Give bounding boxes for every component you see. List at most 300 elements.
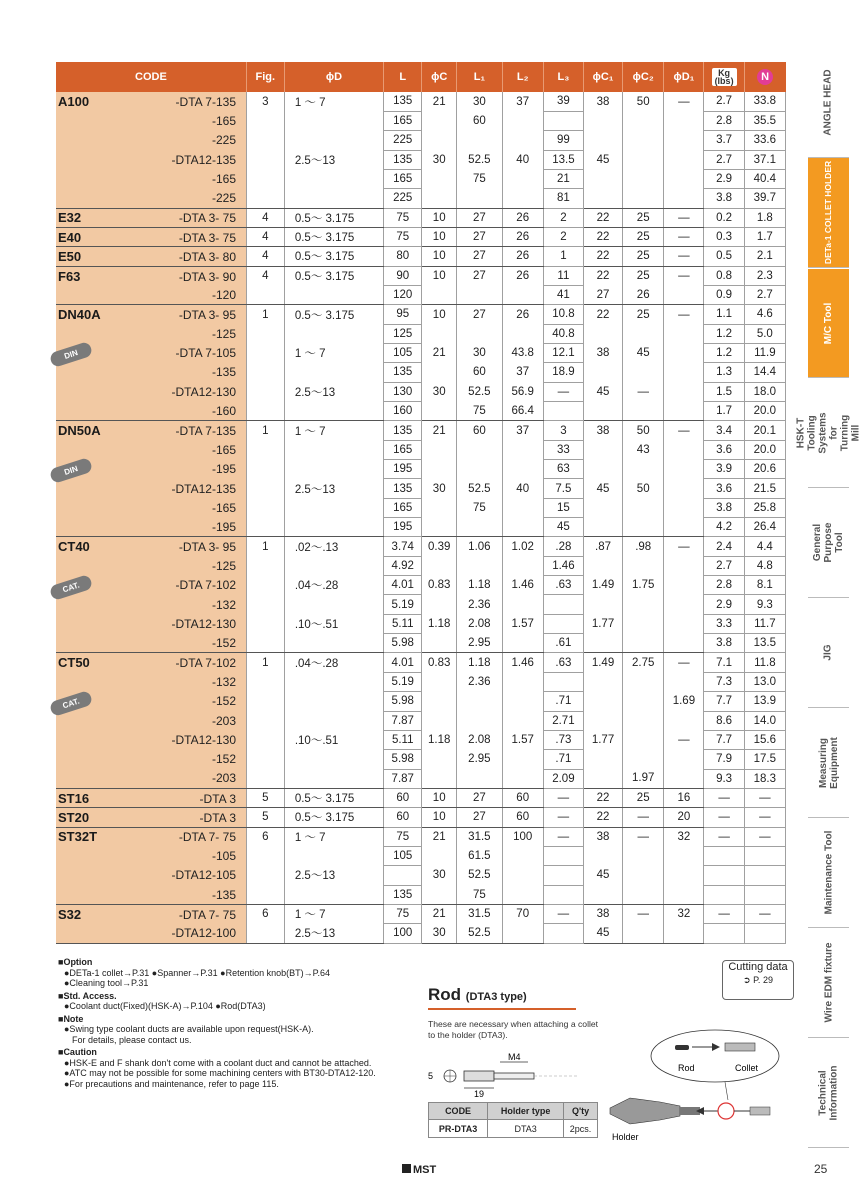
cell-kg: 1.5 [704,382,744,401]
cell-n: 13.5 [744,634,785,653]
cell-fig [246,498,284,517]
table-row [56,131,786,150]
table-row [56,92,786,111]
table-row [56,769,786,788]
cell-l3: .71 [543,750,583,769]
cell-l1: 30 [457,92,502,111]
cell-c2 [623,634,664,653]
cell-l2 [502,634,543,653]
tab-angle-head[interactable]: ANGLE HEAD [808,48,849,158]
cell-kg: 3.6 [704,440,744,459]
cell-l3: 33 [543,440,583,459]
cell-d1 [664,285,704,304]
table-row [56,885,786,904]
cell-l2: 26 [502,305,543,324]
cell-l3: 39 [543,92,583,111]
cell-d: 0.5～ 3.175 [284,788,383,807]
table-row [56,750,786,769]
cell-l3: 3 [543,421,583,440]
table-row [56,788,786,807]
std-line: ●Coolant duct(Fixed)(HSK-A)→P.104 ●Rod(DTA3) [64,1001,266,1011]
cell-l3: 2 [543,208,583,227]
table-row [56,924,786,943]
cell-n: 4.4 [744,537,785,556]
code-cell: E40 -DTA 3- 75 [56,227,246,246]
cell-l1: 27 [457,227,502,246]
cell-l2 [502,924,543,943]
cell-l2 [502,692,543,711]
cell-c2: 45 [623,343,664,362]
cell-d: 2.5～13 [284,479,383,498]
cell-c1 [583,111,622,130]
cell-c [422,169,457,188]
cell-d [284,131,383,150]
col-d: ϕD [284,62,383,92]
cell-kg: 2.8 [704,111,744,130]
cell-n: 33.6 [744,131,785,150]
table-row [56,266,786,285]
rod-dimension-drawing [428,1050,608,1100]
cell-c [422,711,457,730]
cell-l2 [502,189,543,208]
tab-hsk-t[interactable]: HSK-T Tooling Systems for Turning Mill [808,378,849,488]
cell-fig: 5 [246,788,284,807]
mst-logo: MST [402,1164,436,1176]
cell-fig: 1 [246,305,284,324]
header-row [56,62,786,92]
cell-c1: 1.49 [583,576,622,595]
cell-l1: 75 [457,498,502,517]
dim-5: 5 [428,1071,434,1081]
rod-type: DTA3 [488,1120,564,1138]
cell-l3: .63 [543,653,583,672]
cell-c: 10 [422,227,457,246]
cell-fig: 1 [246,653,284,672]
cell-fig: 5 [246,808,284,827]
cell-l: 105 [384,846,422,865]
cell-c1: 22 [583,788,622,807]
cell-c: 21 [422,92,457,111]
cell-c1: .87 [583,537,622,556]
cell-c1 [583,402,622,421]
cell-fig [246,460,284,479]
cell-d [284,769,383,788]
code-cell: -203 [56,769,246,788]
table-row [56,518,786,537]
cell-l2: 1.46 [502,653,543,672]
code-cell: -225 [56,131,246,150]
cutting-data-page: P. 29 [753,975,773,985]
cell-d1 [664,169,704,188]
cell-l: 60 [384,788,422,807]
code-cell: -DTA12-130 [56,614,246,633]
col-l3: L₃ [543,62,583,92]
cell-d [284,885,383,904]
table-row [56,672,786,691]
code-cell: -105 [56,846,246,865]
col-c1: ϕC₁ [583,62,622,92]
cell-d [284,518,383,537]
cell-n: 2.1 [744,247,785,266]
col-l: L [384,62,422,92]
cell-c1: 45 [583,924,622,943]
cell-l: 75 [384,227,422,246]
table-row [56,150,786,169]
cell-c: 10 [422,208,457,227]
cell-d1 [664,556,704,575]
cell-l3 [543,885,583,904]
cell-c1: 22 [583,266,622,285]
code-cell: -195 [56,518,246,537]
cell-l2 [502,750,543,769]
cell-kg: 7.7 [704,692,744,711]
tab-mc-tool[interactable]: M/C Tool [808,268,849,378]
cell-l1: 60 [457,111,502,130]
code-cell: ST16 -DTA 3 [56,788,246,807]
cell-c1: 38 [583,904,622,923]
notes-block [58,955,418,1089]
cell-d [284,460,383,479]
code-cell: -125 [56,324,246,343]
col-n [744,62,785,92]
code-cell: CT50 -DTA 7-102 [56,653,246,672]
cell-d1 [664,924,704,943]
code-cell: -225 [56,189,246,208]
cell-c1: 22 [583,247,622,266]
cell-l3: — [543,904,583,923]
cell-kg: 0.9 [704,285,744,304]
cell-c2 [623,111,664,130]
cell-kg [704,846,744,865]
cell-n: 20.0 [744,402,785,421]
cell-fig [246,595,284,614]
cell-n: 1.8 [744,208,785,227]
cell-c2: 50 [623,479,664,498]
cell-d [284,111,383,130]
cell-d1: — [664,247,704,266]
cell-l2 [502,846,543,865]
cell-c2: .98 [623,537,664,556]
table-row [56,324,786,343]
cell-fig [246,924,284,943]
option-line: ●DETa-1 collet→P.31 ●Spanner→P.31 ●Retention knob(BT)→P.64 [64,967,330,978]
code-cell: CT40 -DTA 3- 95 [56,537,246,556]
cell-l: 4.01 [384,653,422,672]
cell-l1: 2.08 [457,730,502,749]
cell-c2 [623,692,664,711]
cell-n: 4.8 [744,556,785,575]
tab-deta-collet-holder[interactable]: DETa-1 COLLET HOLDER [808,158,849,268]
cell-c1 [583,885,622,904]
cell-l3: .28 [543,537,583,556]
cell-c2: 25 [623,208,664,227]
cell-d1 [664,440,704,459]
cell-d1 [664,576,704,595]
cell-n: 37.1 [744,150,785,169]
cell-fig [246,885,284,904]
cell-l: 225 [384,131,422,150]
cell-c: 10 [422,305,457,324]
cell-fig [246,150,284,169]
cell-kg: 1.1 [704,305,744,324]
cell-c [422,885,457,904]
cell-d1: 16 [664,788,704,807]
cell-d1 [664,866,704,885]
cell-l2 [502,595,543,614]
cell-l2: 40 [502,150,543,169]
code-cell: -135 [56,363,246,382]
cell-d [284,750,383,769]
cell-l1: 2.95 [457,634,502,653]
cell-kg: 2.7 [704,556,744,575]
cell-fig [246,285,284,304]
cell-c: 30 [422,866,457,885]
cell-d [284,440,383,459]
cell-c1: 38 [583,421,622,440]
cell-l2: 1.57 [502,614,543,633]
cell-c2 [623,324,664,343]
cell-l3: 1.46 [543,556,583,575]
cell-c [422,440,457,459]
cell-kg: 7.9 [704,750,744,769]
cell-l1 [457,131,502,150]
table-row [429,1120,598,1138]
cell-c: 21 [422,827,457,846]
table-row [56,227,786,246]
tab-wire-edm[interactable]: Wire EDM fixture [808,928,849,1038]
cell-l2: 37 [502,421,543,440]
cell-fig: 4 [246,247,284,266]
cell-l: 165 [384,498,422,517]
cell-c1 [583,363,622,382]
cell-n: 14.4 [744,363,785,382]
cell-kg: 9.3 [704,769,744,788]
cell-l1 [457,769,502,788]
cell-l2 [502,885,543,904]
cell-d: 0.5～ 3.175 [284,266,383,285]
cell-c2 [623,614,664,633]
cell-n: 15.6 [744,730,785,749]
code-cell: -DTA12-135 [56,479,246,498]
tab-technical[interactable]: Technical Information [808,1038,849,1148]
cell-l3: 99 [543,131,583,150]
cell-l3 [543,111,583,130]
cell-fig [246,363,284,382]
cell-l3 [543,672,583,691]
cell-n: 26.4 [744,518,785,537]
cell-d1 [664,131,704,150]
cell-n: 4.6 [744,305,785,324]
cell-c2: 25 [623,247,664,266]
cell-kg: 0.8 [704,266,744,285]
cell-l1: 27 [457,305,502,324]
cell-c1 [583,556,622,575]
cell-d1 [664,402,704,421]
tab-jig[interactable]: JIG [808,598,849,708]
tab-maintenance[interactable]: Maintenance Tool [808,818,849,928]
cell-l: 160 [384,402,422,421]
cell-d1: 32 [664,904,704,923]
code-cell: -152 [56,692,246,711]
table-row [56,382,786,401]
tab-general-purpose[interactable]: General Purpose Tool [808,488,849,598]
col-c: ϕC [422,62,457,92]
cell-kg: 2.8 [704,576,744,595]
cell-c [422,595,457,614]
cell-c: 21 [422,421,457,440]
cell-kg: 3.9 [704,460,744,479]
cell-l1: 52.5 [457,382,502,401]
cell-l: 7.87 [384,769,422,788]
cell-l2 [502,866,543,885]
cell-l: 120 [384,285,422,304]
cell-c2 [623,518,664,537]
code-cell: -DTA 7-105 [56,343,246,362]
cell-c2 [623,189,664,208]
cell-d: 2.5～13 [284,866,383,885]
cell-l1 [457,518,502,537]
code-cell: -132 [56,672,246,691]
cutting-data-link[interactable] [722,960,794,1000]
cell-n: 33.8 [744,92,785,111]
cell-kg [704,866,744,885]
tab-measuring[interactable]: Measuring Equipment [808,708,849,818]
cell-l3: 12.1 [543,343,583,362]
cell-l: 80 [384,247,422,266]
code-cell: -DTA 7-102 [56,576,246,595]
code-cell: -132 [56,595,246,614]
cell-c2: 50 [623,92,664,111]
cell-l2: 26 [502,208,543,227]
cell-c1 [583,711,622,730]
cell-c2 [623,150,664,169]
cell-c: 1.18 [422,730,457,749]
cell-n [744,866,785,885]
cell-c2: — [623,382,664,401]
cell-d1: — [664,730,704,749]
cell-l3: 40.8 [543,324,583,343]
cell-c [422,402,457,421]
table-row [56,730,786,749]
cell-l3: 45 [543,518,583,537]
cell-l: 90 [384,266,422,285]
cell-c2 [623,498,664,517]
cell-l: 135 [384,885,422,904]
cell-l: 165 [384,440,422,459]
table-row [56,904,786,923]
cell-kg: 3.4 [704,421,744,440]
dim-19: 19 [474,1089,485,1099]
cell-c: 30 [422,150,457,169]
cell-kg: — [704,827,744,846]
cell-c2 [623,556,664,575]
cell-l1: 30 [457,343,502,362]
cell-l: 75 [384,904,422,923]
code-cell: S32 -DTA 7- 75 [56,904,246,923]
cell-l1: 27 [457,266,502,285]
rod-icon [675,1045,689,1050]
cell-d1 [664,518,704,537]
code-cell: -135 [56,885,246,904]
din-badge: DIN [49,457,94,484]
cell-c [422,460,457,479]
cell-c2 [623,169,664,188]
cell-l: 135 [384,479,422,498]
cell-c: 21 [422,343,457,362]
cell-l1 [457,440,502,459]
arrow-right-icon: ➲ [743,975,751,985]
cell-d [284,595,383,614]
cell-c1: 22 [583,808,622,827]
cell-d1: 1.69 [664,692,704,711]
cell-d [284,363,383,382]
caution-line: ●HSK-E and F shank don't come with a coolant duct and cannot be attached. [64,1057,372,1068]
cell-l1: 2.08 [457,614,502,633]
code-cell: F63 -DTA 3- 90 [56,266,246,285]
cell-fig [246,111,284,130]
cell-fig: 1 [246,537,284,556]
cell-d: .10～.51 [284,614,383,633]
cell-d1 [664,460,704,479]
col-weight [704,62,744,92]
cell-c: 10 [422,808,457,827]
cell-l3: 41 [543,285,583,304]
cell-d [284,169,383,188]
cell-d1: 20 [664,808,704,827]
holder-icon [610,1098,680,1124]
rod-col-qty: Q'ty [564,1103,598,1120]
cell-fig [246,440,284,459]
cell-d1: — [664,305,704,324]
cell-n: 17.5 [744,750,785,769]
cell-c [422,498,457,517]
cell-c2 [623,595,664,614]
cell-l: 3.74 [384,537,422,556]
cell-l1 [457,711,502,730]
cell-l1: 60 [457,363,502,382]
cell-fig [246,382,284,401]
cell-kg: 0.3 [704,227,744,246]
cell-c2: 25 [623,305,664,324]
cell-l2: 100 [502,827,543,846]
cell-d1 [664,769,704,788]
cell-n: 8.1 [744,576,785,595]
cell-c2 [623,750,664,769]
cell-n: 5.0 [744,324,785,343]
cell-d [284,672,383,691]
cell-n: — [744,788,785,807]
cell-fig [246,750,284,769]
cell-l [384,866,422,885]
code-cell: -DTA12-105 [56,866,246,885]
cell-kg: 2.7 [704,150,744,169]
cell-l2 [502,324,543,343]
cell-fig: 4 [246,208,284,227]
weight-icon: Kg (lbs) [712,68,737,86]
cell-l2: 40 [502,479,543,498]
cell-d: 2.5～13 [284,150,383,169]
cell-fig [246,324,284,343]
cell-l3: 63 [543,460,583,479]
cell-c2 [623,402,664,421]
cell-l: 195 [384,518,422,537]
std-heading: ■ Std. Access. [58,991,418,1002]
cell-fig [246,343,284,362]
cell-c [422,692,457,711]
cell-d: 2.5～13 [284,382,383,401]
cell-c [422,556,457,575]
cell-d1 [664,324,704,343]
